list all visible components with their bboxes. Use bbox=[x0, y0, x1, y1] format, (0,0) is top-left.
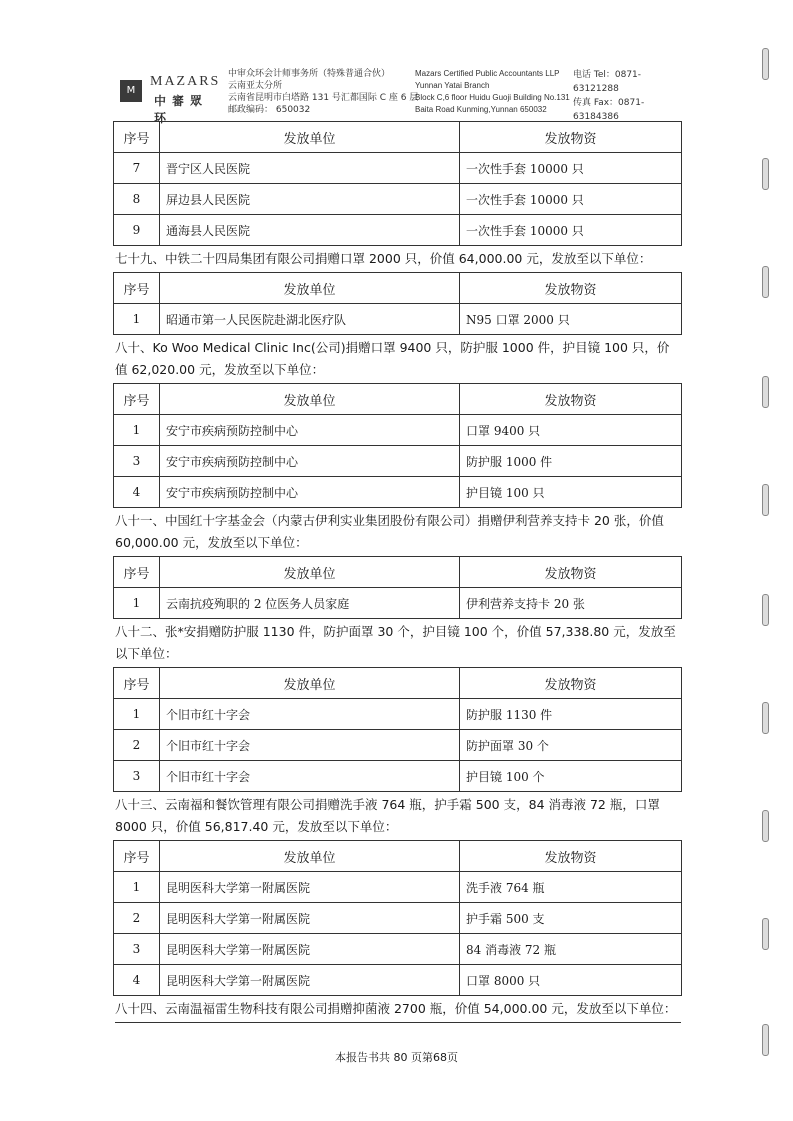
table-header-row bbox=[114, 122, 682, 153]
page-footer: 本报告书共 80 页第68页 bbox=[335, 1051, 458, 1064]
cell-supplies: 护目镜 100 个 bbox=[460, 761, 682, 792]
distribution-table bbox=[113, 272, 682, 335]
cell-recipient: 昆明医科大学第一附属医院 bbox=[160, 934, 460, 965]
logo-mark: M bbox=[120, 80, 142, 102]
table-row bbox=[114, 761, 682, 792]
cell-number: 4 bbox=[114, 477, 160, 508]
firm-en-line: Mazars Certified Public Accountants LLP bbox=[415, 69, 560, 78]
table-header-row bbox=[114, 557, 682, 588]
firm-en-line: Baita Road Kunming,Yunnan 650032 bbox=[415, 105, 547, 114]
cell-number: 9 bbox=[114, 215, 160, 246]
binder-hole bbox=[762, 810, 769, 842]
column-header: 序号 bbox=[114, 557, 160, 588]
table-row bbox=[114, 215, 682, 246]
cell-number: 3 bbox=[114, 446, 160, 477]
cell-recipient: 昭通市第一人民医院赴湖北医疗队 bbox=[160, 304, 460, 335]
firm-contact bbox=[573, 68, 678, 124]
section-heading: 八十一、中国红十字基金会（内蒙古伊利实业集团股份有限公司）捐赠伊利营养支持卡 20 张，价值 60,000.00 元，发放至以下单位： bbox=[115, 513, 664, 550]
column-header: 序号 bbox=[114, 384, 160, 415]
binder-hole bbox=[762, 918, 769, 950]
binder-hole bbox=[762, 376, 769, 408]
cell-recipient: 安宁市疾病预防控制中心 bbox=[160, 415, 460, 446]
firm-name-cn bbox=[228, 68, 418, 116]
cell-supplies: 护手霜 500 支 bbox=[460, 903, 682, 934]
table-row bbox=[114, 965, 682, 996]
table-row bbox=[114, 699, 682, 730]
firm-cn-line: 云南亚太分所 bbox=[228, 81, 283, 91]
cell-recipient: 个旧市红十字会 bbox=[160, 761, 460, 792]
table-row bbox=[114, 588, 682, 619]
cell-number: 1 bbox=[114, 415, 160, 446]
cell-recipient: 屏边县人民医院 bbox=[160, 184, 460, 215]
binder-hole bbox=[762, 702, 769, 734]
column-header: 发放单位 bbox=[160, 384, 460, 415]
table-row bbox=[114, 730, 682, 761]
column-header: 发放单位 bbox=[160, 273, 460, 304]
cell-number: 1 bbox=[114, 588, 160, 619]
cell-number: 1 bbox=[114, 304, 160, 335]
cell-supplies: N95 口罩 2000 只 bbox=[460, 304, 682, 335]
column-header: 序号 bbox=[114, 273, 160, 304]
table-header-row bbox=[114, 841, 682, 872]
table-row bbox=[114, 415, 682, 446]
section-heading: 七十九、中铁二十四局集团有限公司捐赠口罩 2000 只，价值 64,000.00 元，发放至以下单位： bbox=[115, 251, 652, 266]
cell-supplies: 一次性手套 10000 只 bbox=[460, 215, 682, 246]
table-header-row bbox=[114, 668, 682, 699]
section-heading: 八十四、云南温福雷生物科技有限公司捐赠抑菌液 2700 瓶，价值 54,000.00 元，发放至以下单位： bbox=[115, 998, 681, 1023]
table-row bbox=[114, 477, 682, 508]
cell-number: 2 bbox=[114, 903, 160, 934]
fax-line: 传真 Fax：0871-63184386 bbox=[573, 98, 645, 122]
table-row bbox=[114, 903, 682, 934]
cell-supplies: 口罩 8000 只 bbox=[460, 965, 682, 996]
cell-supplies: 洗手液 764 瓶 bbox=[460, 872, 682, 903]
firm-cn-line: 邮政编码： 650032 bbox=[228, 105, 311, 115]
distribution-table bbox=[113, 556, 682, 619]
cell-recipient: 晋宁区人民医院 bbox=[160, 153, 460, 184]
cell-number: 4 bbox=[114, 965, 160, 996]
cell-number: 3 bbox=[114, 761, 160, 792]
firm-name-en bbox=[415, 68, 570, 116]
firm-cn-line: 云南省昆明市白塔路 131 号汇都国际 C 座 6 层 bbox=[228, 93, 419, 103]
binder-hole bbox=[762, 1024, 769, 1056]
cell-recipient: 昆明医科大学第一附属医院 bbox=[160, 965, 460, 996]
firm-logo bbox=[118, 66, 224, 125]
cell-number: 8 bbox=[114, 184, 160, 215]
cell-recipient: 安宁市疾病预防控制中心 bbox=[160, 446, 460, 477]
cell-recipient: 通海县人民医院 bbox=[160, 215, 460, 246]
section-heading: 八十、Ko Woo Medical Clinic Inc(公司)捐赠口罩 9400 只，防护服 1000 件，护目镜 100 只，价值 62,020.00 元，发放至以下单位： bbox=[115, 340, 670, 377]
column-header: 发放单位 bbox=[160, 841, 460, 872]
column-header: 序号 bbox=[114, 841, 160, 872]
column-header: 发放单位 bbox=[160, 557, 460, 588]
column-header: 发放物资 bbox=[460, 668, 682, 699]
distribution-table bbox=[113, 840, 682, 996]
table-header-row bbox=[114, 384, 682, 415]
cell-number: 1 bbox=[114, 872, 160, 903]
distribution-table bbox=[113, 121, 682, 246]
firm-cn-line: 中审众环会计师事务所（特殊普通合伙） bbox=[228, 69, 391, 79]
table-header-row bbox=[114, 273, 682, 304]
distribution-table bbox=[113, 383, 682, 508]
cell-recipient: 昆明医科大学第一附属医院 bbox=[160, 903, 460, 934]
column-header: 序号 bbox=[114, 668, 160, 699]
cell-supplies: 一次性手套 10000 只 bbox=[460, 184, 682, 215]
cell-recipient: 云南抗疫殉职的 2 位医务人员家庭 bbox=[160, 588, 460, 619]
column-header: 发放单位 bbox=[160, 122, 460, 153]
cell-number: 7 bbox=[114, 153, 160, 184]
column-header: 发放物资 bbox=[460, 273, 682, 304]
firm-en-line: Yunnan Yatai Branch bbox=[415, 81, 490, 90]
column-header: 发放物资 bbox=[460, 557, 682, 588]
distribution-table bbox=[113, 667, 682, 792]
column-header: 序号 bbox=[114, 122, 160, 153]
cell-supplies: 84 消毒液 72 瓶 bbox=[460, 934, 682, 965]
column-header: 发放单位 bbox=[160, 668, 460, 699]
cell-number: 3 bbox=[114, 934, 160, 965]
column-header: 发放物资 bbox=[460, 384, 682, 415]
binder-hole bbox=[762, 48, 769, 80]
cell-number: 2 bbox=[114, 730, 160, 761]
tel-line: 电话 Tel：0871-63121288 bbox=[573, 70, 642, 94]
cell-supplies: 伊利营养支持卡 20 张 bbox=[460, 588, 682, 619]
binder-hole bbox=[762, 158, 769, 190]
column-header: 发放物资 bbox=[460, 122, 682, 153]
section-heading: 八十二、张*安捐赠防护服 1130 件，防护面罩 30 个，护目镜 100 个，价值 57,338.80 元，发放至以下单位： bbox=[115, 624, 676, 661]
cell-recipient: 个旧市红十字会 bbox=[160, 730, 460, 761]
cell-supplies: 一次性手套 10000 只 bbox=[460, 153, 682, 184]
binder-hole bbox=[762, 484, 769, 516]
cell-recipient: 安宁市疾病预防控制中心 bbox=[160, 477, 460, 508]
binder-hole bbox=[762, 594, 769, 626]
table-row bbox=[114, 304, 682, 335]
table-row bbox=[114, 184, 682, 215]
binder-hole bbox=[762, 266, 769, 298]
table-row bbox=[114, 872, 682, 903]
logo-latin: MAZARS bbox=[150, 74, 221, 89]
letterhead bbox=[118, 62, 678, 125]
cell-number: 1 bbox=[114, 699, 160, 730]
cell-recipient: 个旧市红十字会 bbox=[160, 699, 460, 730]
cell-supplies: 护目镜 100 只 bbox=[460, 477, 682, 508]
report-body bbox=[113, 121, 681, 1025]
cell-supplies: 防护面罩 30 个 bbox=[460, 730, 682, 761]
cell-recipient: 昆明医科大学第一附属医院 bbox=[160, 872, 460, 903]
firm-en-line: Block C,6 floor Huidu Guoji Building No.131 bbox=[415, 93, 570, 102]
table-row bbox=[114, 446, 682, 477]
logo-cn: 中審眾环 bbox=[154, 94, 209, 125]
section-heading: 八十三、云南福和餐饮管理有限公司捐赠洗手液 764 瓶，护手霜 500 支，84 消毒液 72 瓶，口罩 8000 只，价值 56,817.40 元，发放至以下单位： bbox=[115, 797, 660, 834]
table-row bbox=[114, 153, 682, 184]
cell-supplies: 防护服 1000 件 bbox=[460, 446, 682, 477]
column-header: 发放物资 bbox=[460, 841, 682, 872]
table-row bbox=[114, 934, 682, 965]
cell-supplies: 口罩 9400 只 bbox=[460, 415, 682, 446]
cell-supplies: 防护服 1130 件 bbox=[460, 699, 682, 730]
